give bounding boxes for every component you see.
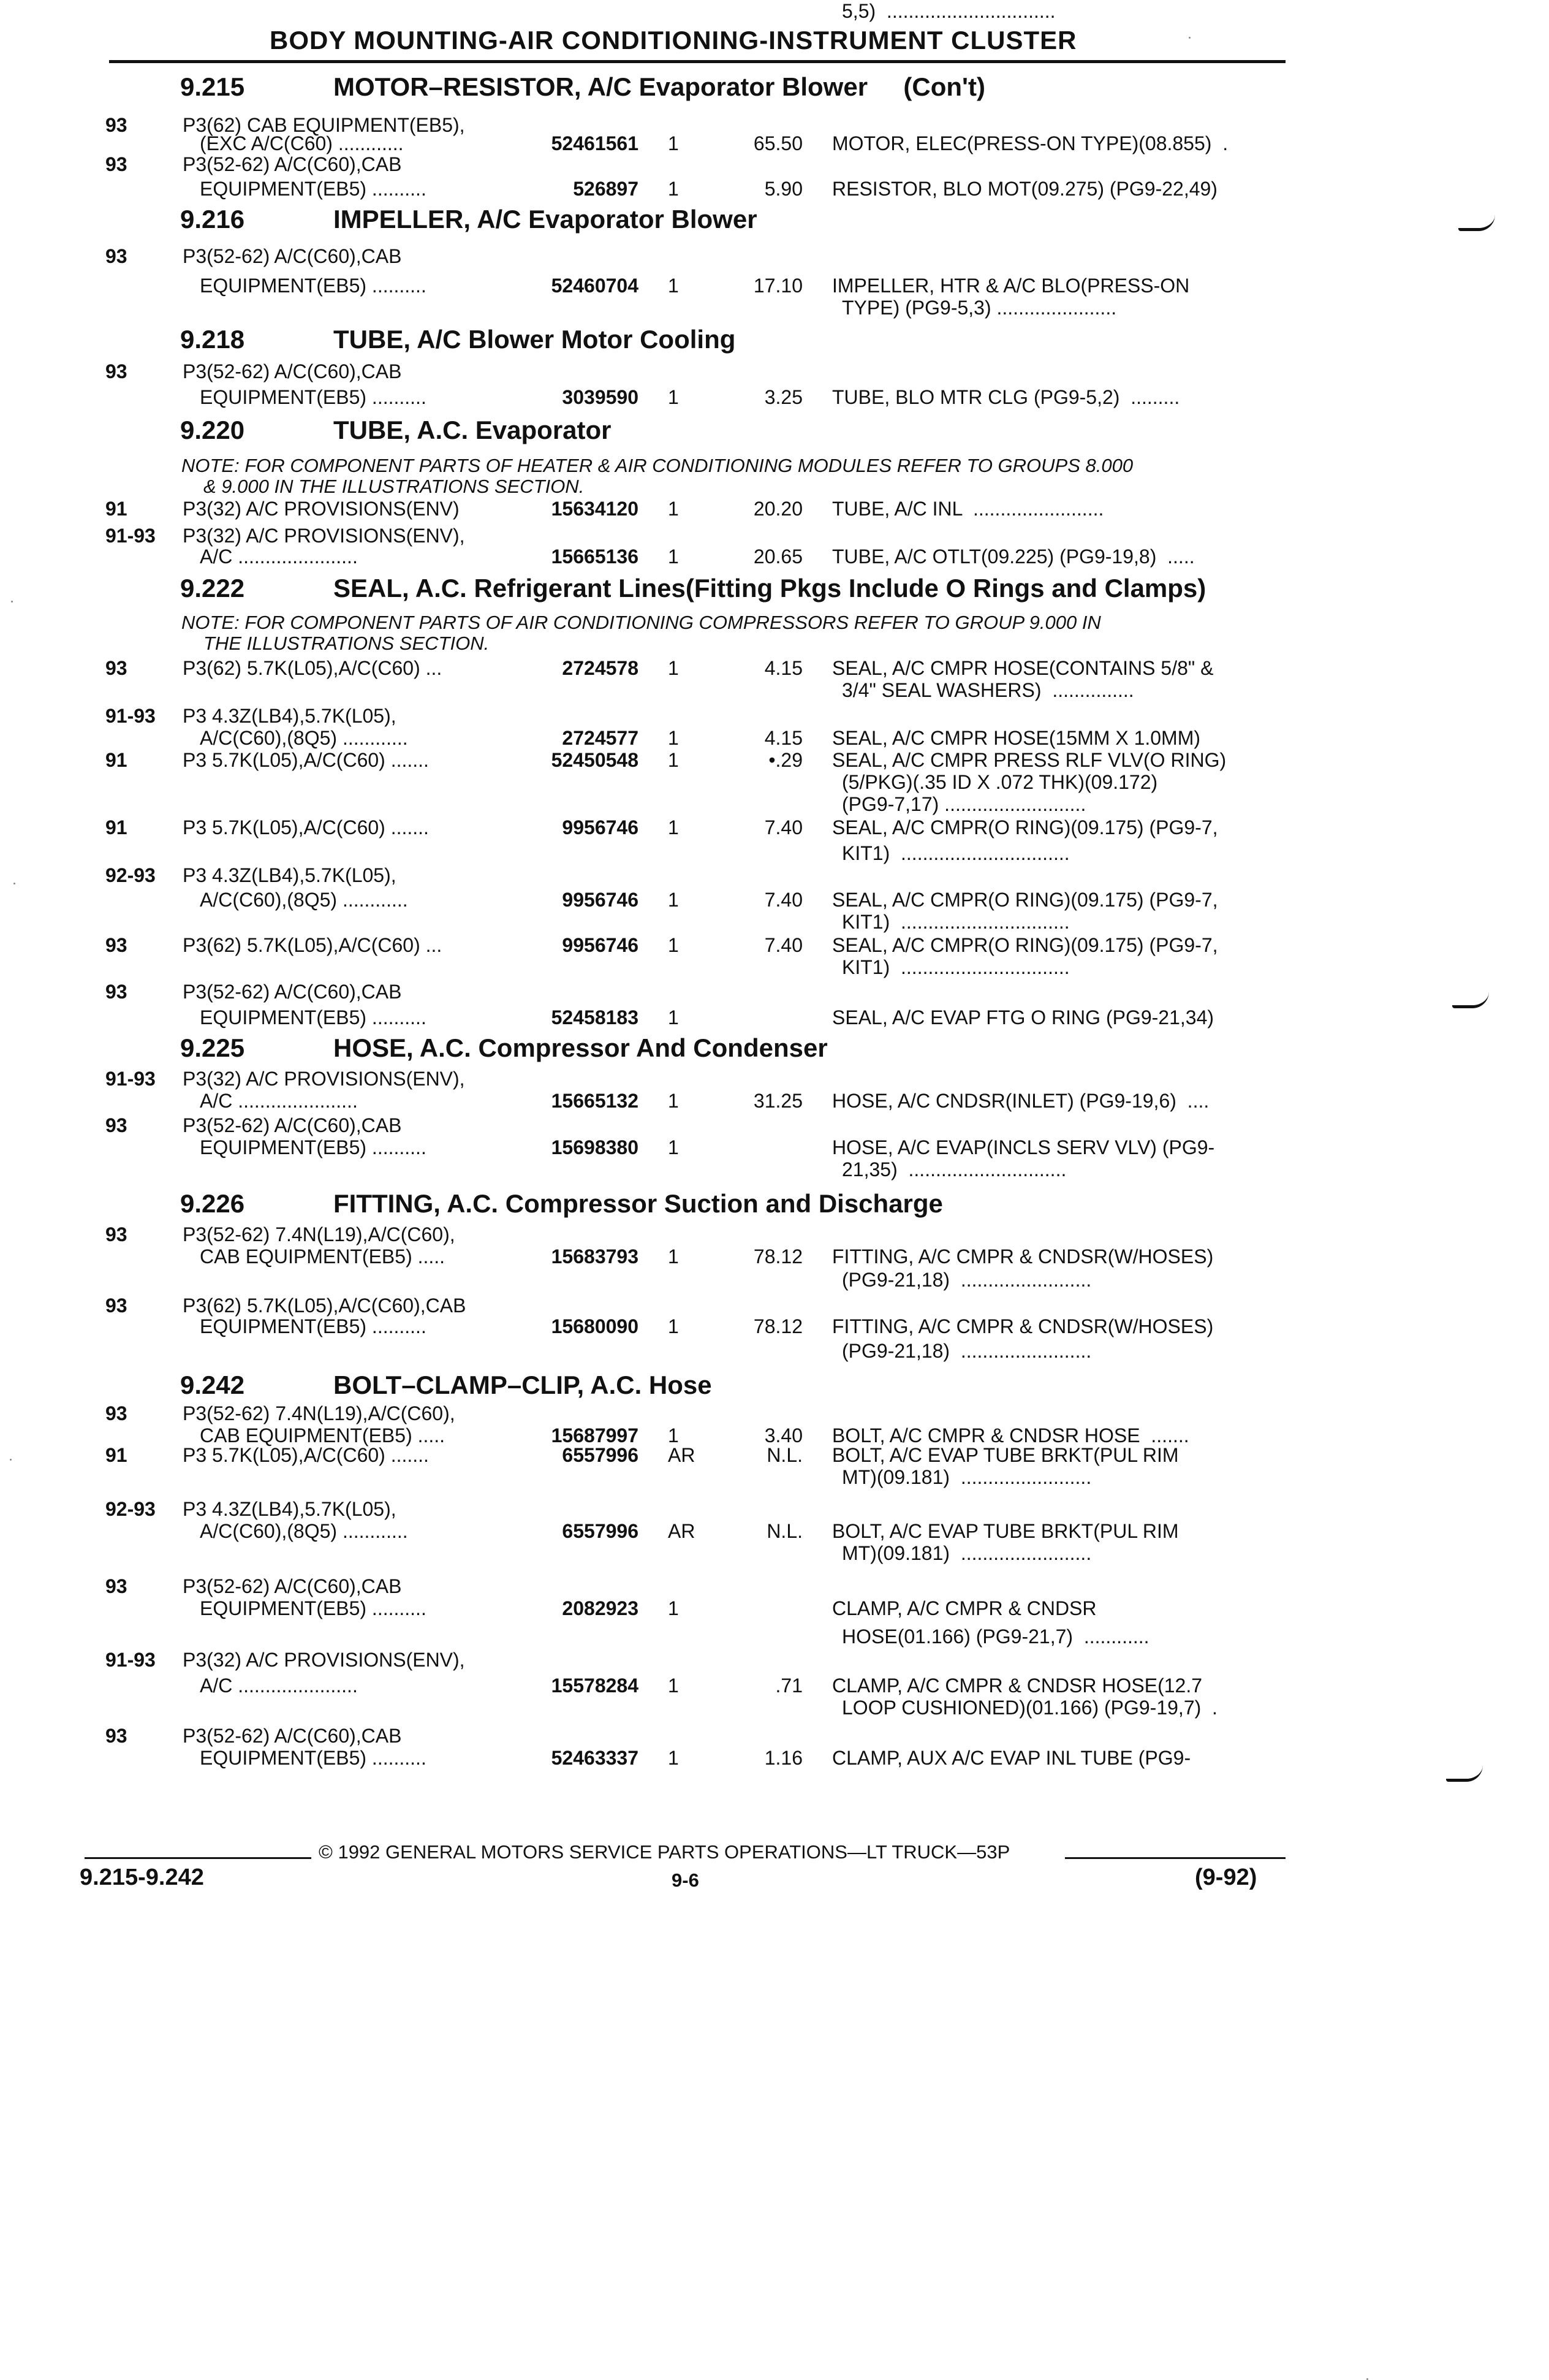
part-name: TUBE, A/C INL ........................ — [832, 498, 1104, 520]
part-number: 9956746 — [562, 934, 638, 956]
quantity: 1 — [668, 749, 679, 771]
part-name: KIT1) ............................... — [842, 956, 1070, 978]
usage-description: P3(32) A/C PROVISIONS(ENV), — [183, 1649, 465, 1671]
part-name: MT)(09.181) ........................ — [842, 1542, 1092, 1564]
list-price: •.29 — [768, 749, 803, 771]
quantity: 1 — [668, 546, 679, 568]
list-price: 3.25 — [764, 386, 803, 408]
part-name: FITTING, A/C CMPR & CNDSR(W/HOSES) — [832, 1245, 1214, 1268]
model-year: 92-93 — [105, 864, 156, 886]
quantity: AR — [668, 1444, 695, 1466]
list-price: 4.15 — [764, 727, 803, 749]
part-name: TUBE, A/C OTLT(09.225) (PG9-19,8) ..... — [832, 546, 1195, 568]
part-name: 5,5) ............................... — [842, 0, 1056, 22]
list-price: 31.25 — [753, 1090, 803, 1112]
usage-description: P3 5.7K(L05),A/C(C60) ....... — [183, 749, 429, 771]
part-number: 15665136 — [551, 546, 638, 568]
part-number: 3039590 — [562, 386, 638, 408]
part-name: IMPELLER, HTR & A/C BLO(PRESS-ON — [832, 275, 1190, 297]
footer-section-range: 9.215-9.242 — [80, 1865, 204, 1890]
section-heading — [180, 1033, 1283, 1064]
section-title: TUBE, A.C. Evaporator — [333, 416, 612, 444]
part-number: 526897 — [573, 178, 638, 200]
scan-speck — [11, 601, 13, 603]
part-name: 21,35) ............................. — [842, 1158, 1067, 1180]
usage-description: P3(52-62) A/C(C60),CAB — [183, 1725, 402, 1747]
part-number: 52460704 — [551, 275, 638, 297]
section-number: 9.215 — [180, 72, 245, 101]
usage-description: P3(62) 5.7K(L05),A/C(C60) ... — [183, 934, 442, 956]
quantity: 1 — [668, 657, 679, 679]
part-name: SEAL, A/C CMPR PRESS RLF VLV(O RING) — [832, 749, 1227, 771]
model-year: 91 — [105, 1444, 127, 1466]
model-year: 93 — [105, 153, 127, 175]
usage-description: P3(62) CAB EQUIPMENT(EB5), — [183, 114, 465, 136]
model-year: 93 — [105, 1725, 127, 1747]
list-price: N.L. — [767, 1444, 803, 1466]
list-price: 20.20 — [753, 498, 803, 520]
part-number: 15665132 — [551, 1090, 638, 1112]
section-title: SEAL, A.C. Refrigerant Lines(Fitting Pkgs Include O Rings and Clamps) — [333, 574, 1206, 603]
quantity: 1 — [668, 1136, 679, 1158]
usage-description: P3(52-62) A/C(C60),CAB — [183, 1114, 402, 1136]
part-name: MT)(09.181) ........................ — [842, 1466, 1092, 1488]
usage-description: A/C ...................... — [200, 1090, 358, 1112]
quantity: 1 — [668, 178, 679, 200]
list-price: 3.40 — [764, 1424, 803, 1447]
usage-description: EQUIPMENT(EB5) .......... — [200, 275, 426, 297]
usage-description: P3 4.3Z(LB4),5.7K(L05), — [183, 1498, 396, 1520]
usage-description: A/C(C60),(8Q5) ............ — [200, 727, 408, 749]
usage-description: P3(52-62) A/C(C60),CAB — [183, 245, 402, 267]
section-number: 9.242 — [180, 1371, 245, 1399]
part-name: SEAL, A/C CMPR HOSE(CONTAINS 5/8" & — [832, 657, 1214, 679]
part-number: 15578284 — [551, 1675, 638, 1697]
usage-description: EQUIPMENT(EB5) .......... — [200, 1747, 426, 1769]
section-title: IMPELLER, A/C Evaporator Blower — [333, 205, 757, 234]
section-title: HOSE, A.C. Compressor And Condenser — [333, 1033, 828, 1062]
part-name: BOLT, A/C EVAP TUBE BRKT(PUL RIM — [832, 1444, 1179, 1466]
part-name: SEAL, A/C CMPR(O RING)(09.175) (PG9-7, — [832, 934, 1218, 956]
list-price: 1.16 — [764, 1747, 803, 1769]
footer-page-number: 9-6 — [672, 1869, 699, 1891]
list-price: 7.40 — [764, 934, 803, 956]
model-year: 93 — [105, 981, 127, 1003]
quantity: 1 — [668, 934, 679, 956]
part-name: (5/PKG)(.35 ID X .072 THK)(09.172) — [842, 771, 1158, 793]
section-heading — [180, 574, 1283, 604]
scan-speck — [13, 883, 15, 884]
usage-description: P3(32) A/C PROVISIONS(ENV), — [183, 1068, 465, 1090]
part-name: KIT1) ............................... — [842, 911, 1070, 933]
scan-speck — [10, 1459, 12, 1461]
model-year: 91-93 — [105, 1068, 156, 1090]
usage-description: P3(32) A/C PROVISIONS(ENV), — [183, 525, 465, 547]
part-name: SEAL, A/C CMPR(O RING)(09.175) (PG9-7, — [832, 889, 1218, 911]
quantity: AR — [668, 1520, 695, 1542]
margin-tick-mark — [1458, 215, 1495, 231]
usage-description: A/C ...................... — [200, 546, 358, 568]
usage-description: CAB EQUIPMENT(EB5) ..... — [200, 1245, 445, 1268]
model-year: 93 — [105, 245, 127, 267]
quantity: 1 — [668, 889, 679, 911]
usage-description: EQUIPMENT(EB5) .......... — [200, 1006, 426, 1028]
section-note: & 9.000 IN THE ILLUSTRATIONS SECTION. — [203, 476, 585, 497]
part-name: CLAMP, A/C CMPR & CNDSR HOSE(12.7 — [832, 1675, 1203, 1697]
quantity: 1 — [668, 1424, 679, 1447]
model-year: 92-93 — [105, 1498, 156, 1520]
section-number: 9.226 — [180, 1189, 245, 1218]
usage-description: P3(32) A/C PROVISIONS(ENV) — [183, 498, 460, 520]
section-heading — [180, 1189, 1283, 1220]
quantity: 1 — [668, 386, 679, 408]
part-number: 52458183 — [551, 1006, 638, 1028]
part-name: 3/4" SEAL WASHERS) ............... — [842, 679, 1134, 701]
part-number: 9956746 — [562, 889, 638, 911]
model-year: 93 — [105, 934, 127, 956]
section-number: 9.218 — [180, 325, 245, 354]
section-heading — [180, 1371, 1283, 1401]
list-price: 5.90 — [764, 178, 803, 200]
list-price: 7.40 — [764, 816, 803, 838]
model-year: 93 — [105, 1114, 127, 1136]
quantity: 1 — [668, 1090, 679, 1112]
model-year: 93 — [105, 657, 127, 679]
quantity: 1 — [668, 275, 679, 297]
section-heading — [180, 325, 1283, 355]
model-year: 93 — [105, 1402, 127, 1424]
section-title: TUBE, A/C Blower Motor Cooling — [333, 325, 736, 354]
usage-description: EQUIPMENT(EB5) .......... — [200, 386, 426, 408]
part-name: FITTING, A/C CMPR & CNDSR(W/HOSES) — [832, 1315, 1214, 1337]
part-number: 2082923 — [562, 1597, 638, 1619]
footer-revision-date: (9-92) — [1195, 1865, 1257, 1890]
part-name: BOLT, A/C EVAP TUBE BRKT(PUL RIM — [832, 1520, 1179, 1542]
part-name: LOOP CUSHIONED)(01.166) (PG9-19,7) . — [842, 1697, 1218, 1719]
quantity: 1 — [668, 1675, 679, 1697]
usage-description: EQUIPMENT(EB5) .......... — [200, 178, 426, 200]
list-price: N.L. — [767, 1520, 803, 1542]
section-number: 9.220 — [180, 416, 245, 444]
section-note: THE ILLUSTRATIONS SECTION. — [203, 633, 490, 654]
usage-description: P3(52-62) A/C(C60),CAB — [183, 981, 402, 1003]
part-name: CLAMP, A/C CMPR & CNDSR — [832, 1597, 1097, 1619]
part-name: KIT1) ............................... — [842, 842, 1070, 864]
section-heading — [180, 72, 1283, 103]
usage-description: P3(52-62) A/C(C60),CAB — [183, 1575, 402, 1597]
list-price: 17.10 — [753, 275, 803, 297]
part-name: RESISTOR, BLO MOT(09.275) (PG9-22,49) — [832, 178, 1218, 200]
quantity: 1 — [668, 498, 679, 520]
part-name: SEAL, A/C CMPR(O RING)(09.175) (PG9-7, — [832, 816, 1218, 838]
part-number: 2724578 — [562, 657, 638, 679]
section-number: 9.222 — [180, 574, 245, 603]
model-year: 91 — [105, 816, 127, 838]
model-year: 91-93 — [105, 1649, 156, 1671]
list-price: 65.50 — [753, 132, 803, 154]
part-name: TUBE, BLO MTR CLG (PG9-5,2) ......... — [832, 386, 1180, 408]
part-number: 52463337 — [551, 1747, 638, 1769]
part-number: 15634120 — [551, 498, 638, 520]
part-name: (PG9-7,17) .......................... — [842, 793, 1086, 815]
part-number: 9956746 — [562, 816, 638, 838]
page-header: BODY MOUNTING-AIR CONDITIONING-INSTRUMENT CLUSTER — [270, 26, 1077, 55]
scan-speck — [1189, 37, 1191, 39]
model-year: 91-93 — [105, 525, 156, 547]
part-number: 15687997 — [551, 1424, 638, 1447]
usage-description: P3 5.7K(L05),A/C(C60) ....... — [183, 816, 429, 838]
usage-description: P3(52-62) 7.4N(L19),A/C(C60), — [183, 1223, 455, 1245]
quantity: 1 — [668, 132, 679, 154]
quantity: 1 — [668, 1747, 679, 1769]
usage-description: P3(52-62) 7.4N(L19),A/C(C60), — [183, 1402, 455, 1424]
usage-description: CAB EQUIPMENT(EB5) ..... — [200, 1424, 445, 1447]
usage-description: EQUIPMENT(EB5) .......... — [200, 1315, 426, 1337]
part-number: 15698380 — [551, 1136, 638, 1158]
part-number: 6557996 — [562, 1520, 638, 1542]
usage-description: A/C(C60),(8Q5) ............ — [200, 1520, 408, 1542]
list-price: 7.40 — [764, 889, 803, 911]
part-number: 52461561 — [551, 132, 638, 154]
quantity: 1 — [668, 1245, 679, 1268]
margin-tick-mark — [1446, 1765, 1483, 1782]
section-note: NOTE: FOR COMPONENT PARTS OF AIR CONDITIONING COMPRESSORS REFER TO GROUP 9.000 IN — [181, 612, 1101, 633]
quantity: 1 — [668, 816, 679, 838]
part-name: SEAL, A/C EVAP FTG O RING (PG9-21,34) — [832, 1006, 1214, 1028]
part-number: 15680090 — [551, 1315, 638, 1337]
part-name: BOLT, A/C CMPR & CNDSR HOSE ....... — [832, 1424, 1189, 1447]
part-name: HOSE, A/C EVAP(INCLS SERV VLV) (PG9- — [832, 1136, 1215, 1158]
part-name: HOSE, A/C CNDSR(INLET) (PG9-19,6) .... — [832, 1090, 1210, 1112]
part-name: (PG9-21,18) ........................ — [842, 1269, 1092, 1291]
usage-description: P3 5.7K(L05),A/C(C60) ....... — [183, 1444, 429, 1466]
margin-tick-mark — [1452, 992, 1489, 1008]
usage-description: P3(62) 5.7K(L05),A/C(C60) ... — [183, 657, 442, 679]
quantity: 1 — [668, 1597, 679, 1619]
model-year: 91 — [105, 498, 127, 520]
header-rule — [109, 60, 1286, 63]
part-name: (PG9-21,18) ........................ — [842, 1340, 1092, 1362]
model-year: 91-93 — [105, 705, 156, 727]
model-year: 91 — [105, 749, 127, 771]
footer-rule-left — [85, 1857, 311, 1859]
part-name: TYPE) (PG9-5,3) ...................... — [842, 297, 1117, 319]
model-year: 93 — [105, 1575, 127, 1597]
section-heading — [180, 205, 1283, 235]
quantity: 1 — [668, 1006, 679, 1028]
part-number: 6557996 — [562, 1444, 638, 1466]
list-price: 20.65 — [753, 546, 803, 568]
model-year: 93 — [105, 1223, 127, 1245]
list-price: 78.12 — [753, 1245, 803, 1268]
part-number: 52450548 — [551, 749, 638, 771]
part-name: MOTOR, ELEC(PRESS-ON TYPE)(08.855) . — [832, 132, 1229, 154]
usage-description: EQUIPMENT(EB5) .......... — [200, 1597, 426, 1619]
section-heading — [180, 416, 1283, 446]
usage-description: P3(52-62) A/C(C60),CAB — [183, 153, 402, 175]
part-name: CLAMP, AUX A/C EVAP INL TUBE (PG9- — [832, 1747, 1191, 1769]
part-number: 15683793 — [551, 1245, 638, 1268]
part-name: SEAL, A/C CMPR HOSE(15MM X 1.0MM) — [832, 727, 1201, 749]
quantity: 1 — [668, 727, 679, 749]
section-number: 9.225 — [180, 1033, 245, 1062]
model-year: 93 — [105, 360, 127, 382]
quantity: 1 — [668, 1315, 679, 1337]
usage-description: P3 4.3Z(LB4),5.7K(L05), — [183, 864, 396, 886]
section-title: MOTOR–RESISTOR, A/C Evaporator Blower (Con't) — [333, 72, 985, 101]
usage-description: P3 4.3Z(LB4),5.7K(L05), — [183, 705, 396, 727]
list-price: .71 — [775, 1675, 803, 1697]
section-title: FITTING, A.C. Compressor Suction and Discharge — [333, 1189, 943, 1218]
footer-rule-right — [1065, 1857, 1286, 1859]
footer-copyright: © 1992 GENERAL MOTORS SERVICE PARTS OPERATIONS—LT TRUCK—53P — [319, 1841, 1010, 1863]
model-year: 93 — [105, 1295, 127, 1317]
usage-description: EQUIPMENT(EB5) .......... — [200, 1136, 426, 1158]
section-note: NOTE: FOR COMPONENT PARTS OF HEATER & AIR CONDITIONING MODULES REFER TO GROUPS 8.000 — [181, 455, 1134, 476]
usage-description: P3(52-62) A/C(C60),CAB — [183, 360, 402, 382]
usage-description: A/C ...................... — [200, 1675, 358, 1697]
part-number: 2724577 — [562, 727, 638, 749]
list-price: 78.12 — [753, 1315, 803, 1337]
usage-description: A/C(C60),(8Q5) ............ — [200, 889, 408, 911]
section-number: 9.216 — [180, 205, 245, 234]
model-year: 93 — [105, 114, 127, 136]
part-name: HOSE(01.166) (PG9-21,7) ............ — [842, 1625, 1149, 1648]
list-price: 4.15 — [764, 657, 803, 679]
usage-description: P3(62) 5.7K(L05),A/C(C60),CAB — [183, 1295, 466, 1317]
usage-description: (EXC A/C(C60) ............ — [200, 132, 404, 154]
section-title: BOLT–CLAMP–CLIP, A.C. Hose — [333, 1371, 712, 1399]
